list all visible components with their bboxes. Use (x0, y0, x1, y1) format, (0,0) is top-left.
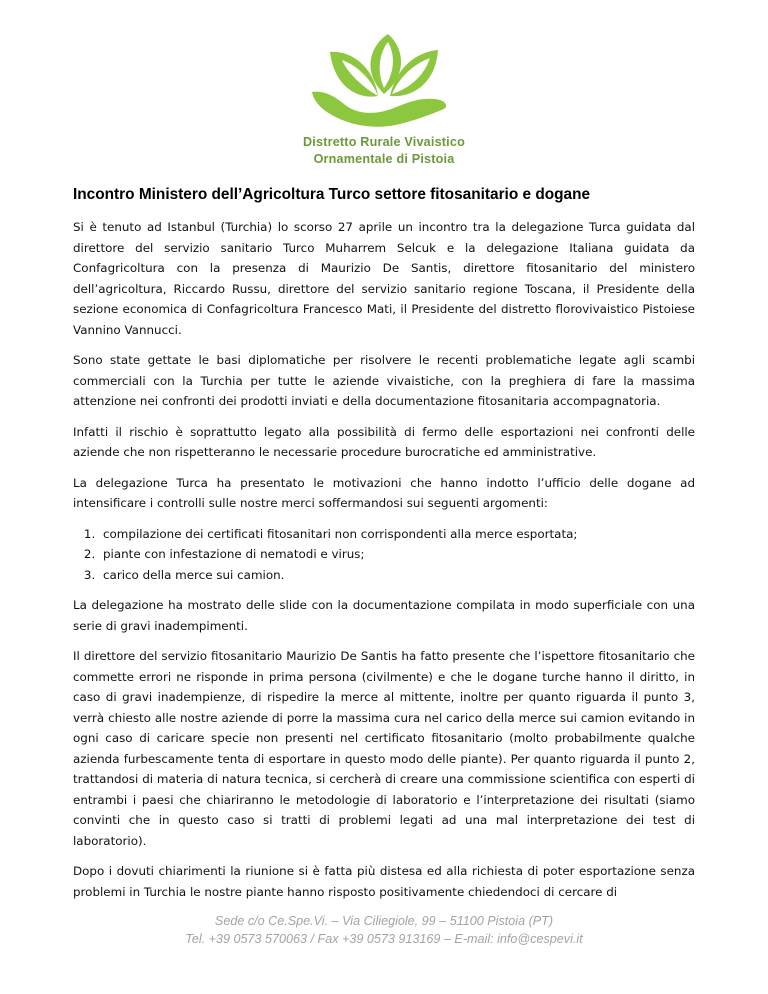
organization-name-line1: Distretto Rurale Vivaistico (303, 135, 465, 149)
paragraph-6: Il direttore del servizio fitosanitario Maurizio De Santis ha fatto presente che l’ispettore fitosanitario che commette errori ne risponde in prima persona (civilmente) e che le dogane turche hanno il diritto, in caso di gravi inadempienze, di rispedire la merce al mittente, inoltre per quanto riguarda il punto 3, verrà chiesto alle nostre aziende di porre la massima cura nel carico della merce sui camion evitando in ogni caso di caricare specie non presenti nel certificato fitosanitario (molto probabilmente qualche azienda furbescamente tenta di esportare in questo modo delle piante). Per quanto riguarda il punto 2, trattandosi di materia di natura tecnica, si cercherà di creare una commissione scientifica con esperti di entrambi i paesi che chiariranno le metodologie di laboratorio e l’interpretazione dei risultati (siamo convinti che in questo caso si tratti di problemi legati ad una mal interpretazione dei test di laboratorio). (73, 649, 695, 848)
list-item: 1. compilazione dei certificati fitosanitari non corrispondenti alla merce esportata; (99, 524, 695, 545)
footer-contacts: Tel. +39 0573 570063 / Fax +39 0573 913169 – E-mail: info@cespevi.it (185, 932, 583, 946)
hand-leaf-logo-icon (304, 30, 464, 130)
numbered-list (73, 524, 695, 586)
footer-address: Sede c/o Ce.Spe.Vi. – Via Ciliegiole, 99 – 51100 Pistoia (PT) (214, 914, 554, 928)
list-item: 2. piante con infestazione di nematodi e virus; (99, 544, 695, 565)
paragraph-5: La delegazione ha mostrato delle slide con la documentazione compilata in modo superficiale con una serie di gravi inadempimenti. (73, 598, 695, 633)
paragraph-3: Infatti il rischio è soprattutto legato alla possibilità di fermo delle esportazioni nei confronti delle aziende che non rispetteranno le necessarie procedure burocratiche ed amministrative. (73, 424, 695, 459)
paragraph-2: Sono state gettate le basi diplomatiche per risolvere le recenti problematiche legate agli scambi commerciali con la Turchia per tutte le aziende vivaistiche, con la preghiera di fare la massima attenzione nei confronti dei prodotti inviati e della documentazione fitosanitaria accompagnatoria. (73, 353, 695, 408)
letterhead (0, 30, 768, 168)
paragraph-4: La delegazione Turca ha presentato le motivazioni che hanno indotto l’ufficio delle dogane ad intensificare i controlli sulle nostre merci soffermandosi sui seguenti argomenti: (73, 475, 695, 510)
paragraph-1: Si è tenuto ad Istanbul (Turchia) lo scorso 27 aprile un incontro tra la delegazione Turca guidata dal direttore del servizio sanitario Turco Muharrem Selcuk e la delegazione Italiana guidata da Confagricoltura con la presenza di Maurizio De Santis, direttore fitosanitario del ministero dell’agricoltura, Riccardo Russu, direttore del servizio sanitario regione Toscana, il Presidente della sezione economica di Confagricoltura Francesco Mati, il Presidente del distretto florovivaistico Pistoiese Vannino Vannucci. (73, 220, 695, 337)
organization-name (0, 134, 768, 168)
paragraph-7: Dopo i dovuti chiarimenti la riunione si è fatta più distesa ed alla richiesta di poter esportazione senza problemi in Turchia le nostre piante hanno risposto positivamente chiedendoci di cercare di (73, 864, 695, 899)
footer (0, 912, 768, 948)
article-title: Incontro Ministero dell’Agricoltura Turco settore fitosanitario e dogane (73, 186, 591, 203)
article (73, 186, 695, 912)
list-item: 3. carico della merce sui camion. (99, 565, 695, 586)
organization-name-line2: Ornamentale di Pistoia (313, 152, 455, 166)
